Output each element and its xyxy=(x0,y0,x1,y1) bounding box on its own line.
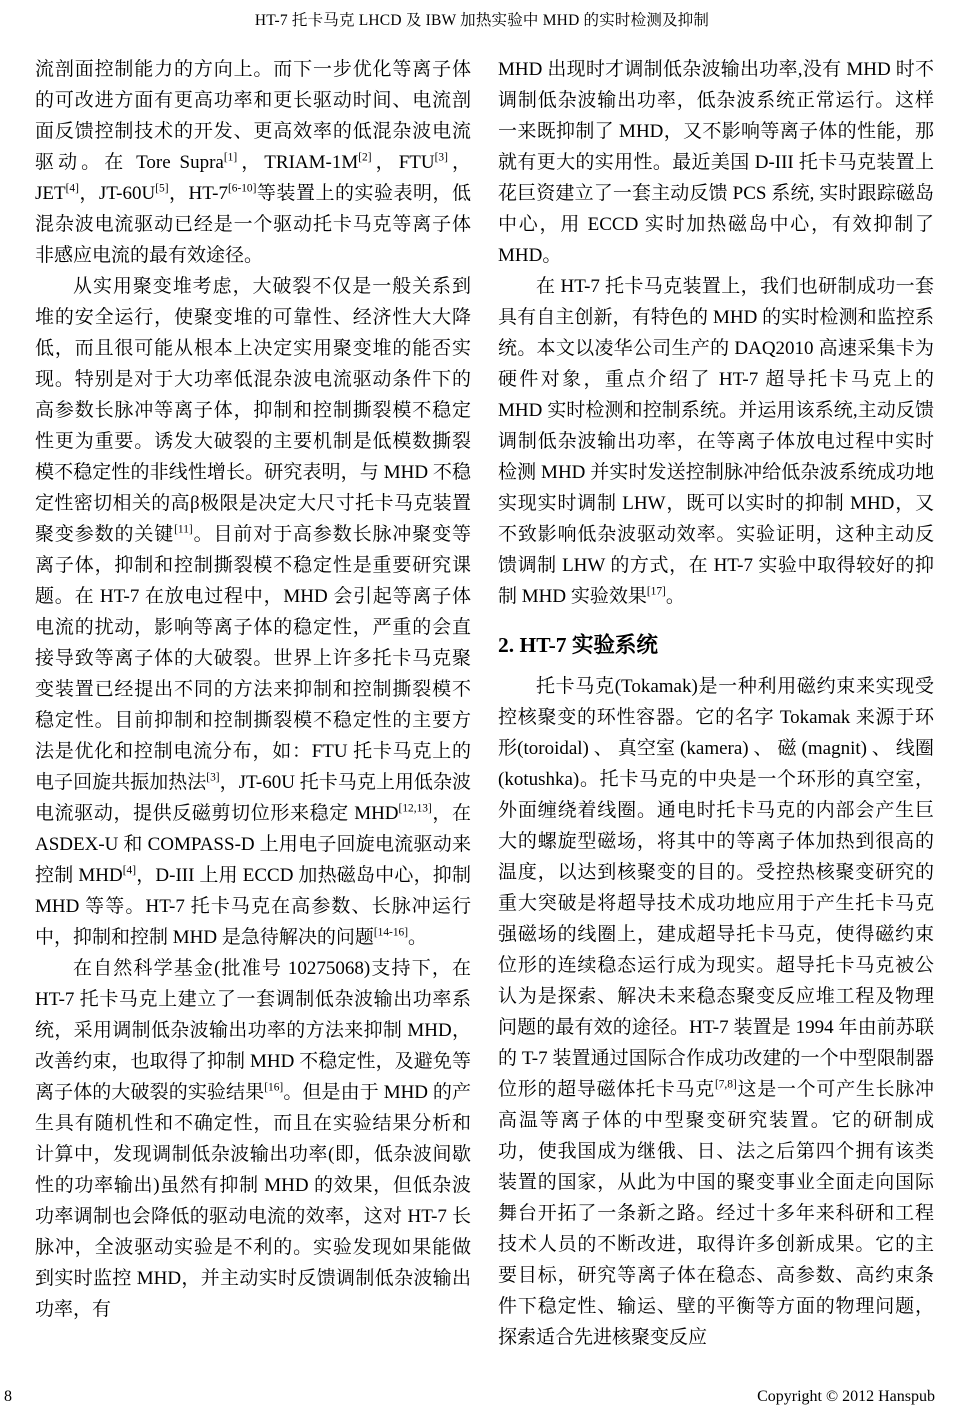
running-head-title: HT-7 托卡马克 LHCD 及 IBW 加热实验中 MHD 的实时检测及抑制 xyxy=(254,12,710,29)
paragraph: 托卡马克(Tokamak)是一种利用磁约束来实现受控核聚变的环性容器。它的名字 Tokamak 来源于环形(toroidal) 、 真空室 (kamera) 、 磁 (magnit) 、 线圈(kotushka)。托卡马克的中央是一个环形的真空室，外面缠绕着线圈。通电时托卡马克的内部会产生巨大的螺旋型磁场，将其中的等离子体加热到很高的温度，以达到核聚变的目的。受控热核聚变研究的重大突破是将超导技术成功地应用于产生托卡马克强磁场的线圈上，建成超导托卡马克，使得磁约束位形的连续稳态运行成为现实。超导托卡马克被公认为是探索、解决未来稳态聚变反应堆工程及物理问题的最有效的途径。HT-7 装置是 1994 年由前苏联的 T-7 装置通过国际合作成功改建的一个中型限制器位形的超导磁体托卡马克[7,8]这是一个可产生长脉冲高温等离子体的中型聚变研究装置。它的研制成功，使我国成为继俄、日、法之后第四个拥有该类装置的国家，从此为中国的聚变事业全面走向国际舞台开拓了一条新之路。经过十多年来科研和工程技术人员的不断改进，取得许多创新成果。它的主要目标，研究等离子体在稳态、高参数、高约束条件下稳定性、输运、壁的平衡等方面的物理问题，探索适合先进核聚变反应 xyxy=(498,675,934,1348)
copyright-notice: Copyright © 2012 Hanspub xyxy=(757,1388,935,1405)
citation-reference: [4] xyxy=(122,864,136,877)
two-column-content xyxy=(35,54,934,1353)
citation-reference: [3] xyxy=(206,771,220,784)
column-left xyxy=(35,54,471,1353)
citation-reference: [7,8] xyxy=(714,1078,737,1091)
paragraph: 在 HT-7 托卡马克装置上，我们也研制成功一套具有自主创新，有特色的 MHD 的实时检测和监控系统。本文以凌华公司生产的 DAQ2010 高速采集卡为硬件对象，重点介绍了 HT-7 超导托卡马克上的 MHD 实时检测和控制系统。并运用该系统,主动反馈调制低杂波输出功率，在等离子体放电过程中实时检测 MHD 并实时发送控制脉冲给低杂波系统成功地实现实时调制 LHW，既可以实时的抑制 MHD，又不致影响低杂波驱动效率。实验证明，这种主动反馈调制 LHW 的方式，在 HT-7 实验中取得较好的抑制 MHD 实验效果[17]。 xyxy=(498,276,934,607)
paragraph: 在自然科学基金(批准号 10275068)支持下，在 HT-7 托卡马克上建立了一套调制低杂波输出功率系统，采用调制低杂波输出功率的方法来抑制 MHD，改善约束，也取得了抑制 MHD 不稳定性，及避免等离子体的大破裂的实验结果[16]。但是由于 MHD 的产生具有随机性和不确定性，而且在实验结果分析和计算中，发现调制低杂波输出功率(即，低杂波间歇性的功率输出)虽然有抑制 MHD 的效果，但低杂波功率调制也会降低的驱动电流的效率，这对 HT-7 长脉冲，全波驱动实验是不利的。实验发现如果能做到实时监控 MHD，并主动实时反馈调制低杂波输出功率，有 xyxy=(35,958,471,1320)
citation-reference: [14-16] xyxy=(373,926,409,939)
paragraph: MHD 出现时才调制低杂波输出功率,没有 MHD 时不调制低杂波输出功率，低杂波系统正常运行。这样一来既抑制了 MHD，又不影响等离子体的性能，那就有更大的实用性。最近美国 D-III 托卡马克装置上花巨资建立了一套主动反馈 PCS 系统, 实时跟踪磁岛中心，用 ECCD 实时加热磁岛中心，有效抑制了 MHD。 xyxy=(498,59,934,266)
citation-reference: [17] xyxy=(646,585,666,598)
citation-reference: [2] xyxy=(358,151,372,164)
citation-reference: [4] xyxy=(65,182,79,195)
citation-reference: [11] xyxy=(174,523,193,536)
citation-reference: [3] xyxy=(434,151,448,164)
column-right xyxy=(498,54,934,1353)
citation-reference: [6-10] xyxy=(227,182,257,195)
paragraph: 流剖面控制能力的方向上。而下一步优化等离子体的可改进方面有更高功率和更长驱动时间、电流剖面反馈控制技术的开发、更高效率的低混杂波电流驱动。在 Tore Supra[1]，TRIAM-1M[2]，FTU[3]，JET[4]，JT-60U[5]，HT-7[6-10]等装置上的实验表明，低混杂波电流驱动已经是一个驱动托卡马克等离子体非感应电流的最有效途径。 xyxy=(35,59,471,266)
citation-reference: [16] xyxy=(264,1081,284,1094)
paragraph: 从实用聚变堆考虑，大破裂不仅是一般关系到堆的安全运行，使聚变堆的可靠性、经济性大大降低，而且很可能从根本上决定实用聚变堆的能否实现。特别是对于大功率低混杂波电流驱动条件下的高参数长脉冲等离子体，抑制和控制撕裂模不稳定性更为重要。诱发大破裂的主要机制是低模数撕裂模不稳定性的非线性增长。研究表明，与 MHD 不稳定性密切相关的高β极限是决定大尺寸托卡马克装置聚变参数的关键[11]。目前对于高参数长脉冲聚变等离子体，抑制和控制撕裂模不稳定性是重要研究课题。在 HT-7 在放电过程中，MHD 会引起等离子体电流的扰动，影响等离子体的稳定性，严重的会直接导致等离子体的大破裂。世界上许多托卡马克聚变装置已经提出不同的方法来抑制和控制撕裂模不稳定性。目前抑制和控制撕裂模不稳定性的主要方法是优化和控制电流分布，如：FTU 托卡马克上的电子回旋共振加热法[3]，JT-60U 托卡马克上用低杂波电流驱动，提供反磁剪切位形来稳定 MHD[12,13]，在 ASDEX-U 和 COMPASS-D 上用电子回旋电流驱动来控制 MHD[4]，D-III 上用 ECCD 加热磁岛中心，抑制 MHD 等等。HT-7 托卡马克在高参数、长脉冲运行中，抑制和控制 MHD 是急待解决的问题[14-16]。 xyxy=(35,276,471,948)
page-number: 8 xyxy=(4,1388,12,1405)
citation-reference: [5] xyxy=(155,182,169,195)
citation-reference: [12,13] xyxy=(398,802,432,815)
citation-reference: [1] xyxy=(223,151,238,164)
section-heading: 2. HT-7 实验系统 xyxy=(498,633,658,657)
